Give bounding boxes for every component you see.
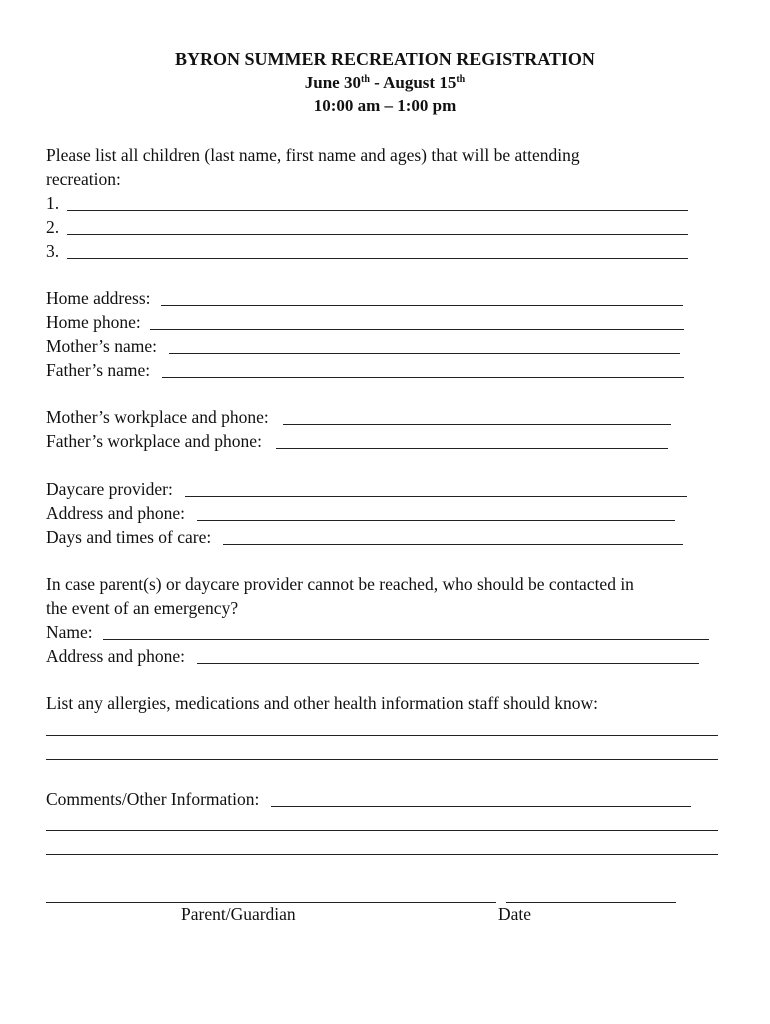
health-line-1-row: [46, 717, 718, 739]
child-number-3: 3.: [46, 241, 60, 261]
daycare-days-field[interactable]: [223, 529, 683, 545]
mothers-work-row: [46, 406, 671, 428]
comments-label: Comments/Other Information:: [46, 789, 260, 809]
date-field[interactable]: [506, 887, 676, 903]
emergency-address-label: Address and phone:: [46, 646, 186, 666]
home-phone-label: Home phone:: [46, 312, 141, 332]
daycare-address-row: [46, 502, 675, 524]
emergency-name-label: Name:: [46, 622, 93, 642]
child-2-field[interactable]: [67, 219, 688, 235]
health-prompt: List any allergies, medications and other health information staff should know:: [46, 693, 598, 713]
dates-end: - August 15: [369, 73, 457, 92]
parent-signature-field[interactable]: [46, 887, 496, 903]
health-line-2-row: [46, 741, 718, 763]
daycare-days-label: Days and times of care:: [46, 527, 212, 547]
dates-start-suffix: th: [360, 74, 370, 85]
fathers-name-row: [46, 359, 684, 381]
fathers-work-field[interactable]: [276, 433, 668, 449]
health-line-2[interactable]: [46, 744, 718, 760]
home-address-label: Home address:: [46, 288, 151, 308]
signature-lines: [46, 884, 676, 906]
form-header: [0, 48, 770, 117]
emergency-address-row: [46, 645, 699, 667]
program-hours: 10:00 am – 1:00 pm: [313, 96, 457, 115]
child-number-1: 1.: [46, 193, 60, 213]
emergency-name-row: [46, 621, 709, 643]
fathers-name-label: Father’s name:: [46, 360, 151, 380]
mothers-name-label: Mother’s name:: [46, 336, 157, 356]
health-line-1[interactable]: [46, 720, 718, 736]
mothers-name-row: [46, 335, 680, 357]
child-row-3: [46, 240, 694, 262]
emergency-prompt-line1: In case parent(s) or daycare provider cannot be reached, who should be contacted in: [46, 574, 634, 594]
home-address-row: [46, 287, 683, 309]
parent-guardian-label: Parent/Guardian: [181, 904, 296, 924]
fathers-work-label: Father’s workplace and phone:: [46, 431, 262, 451]
program-dates: [0, 71, 770, 94]
dates-end-suffix: th: [456, 74, 466, 85]
children-instruction-line2: recreation:: [46, 169, 121, 189]
fathers-work-row: [46, 430, 668, 452]
home-address-field[interactable]: [161, 290, 683, 306]
mothers-work-label: Mother’s workplace and phone:: [46, 407, 269, 427]
daycare-provider-row: [46, 478, 687, 500]
home-phone-row: [46, 311, 684, 333]
emergency-prompt-line2: the event of an emergency?: [46, 598, 239, 618]
comments-line-2-row: [46, 812, 718, 834]
comments-line-3-row: [46, 836, 718, 858]
daycare-address-field[interactable]: [197, 505, 675, 521]
mothers-name-field[interactable]: [169, 338, 680, 354]
child-number-2: 2.: [46, 217, 60, 237]
fathers-name-field[interactable]: [162, 362, 684, 378]
child-3-field[interactable]: [67, 243, 688, 259]
comments-line-2[interactable]: [46, 815, 718, 831]
date-label: Date: [498, 904, 532, 924]
emergency-address-field[interactable]: [197, 648, 699, 664]
comments-field[interactable]: [271, 791, 691, 807]
emergency-name-field[interactable]: [103, 624, 709, 640]
form-title: BYRON SUMMER RECREATION REGISTRATION: [175, 49, 595, 69]
dates-start: June 30: [304, 73, 361, 92]
daycare-provider-label: Daycare provider:: [46, 479, 173, 499]
child-1-field[interactable]: [67, 195, 688, 211]
mothers-work-field[interactable]: [283, 409, 671, 425]
daycare-provider-field[interactable]: [185, 481, 687, 497]
comments-line-3[interactable]: [46, 839, 718, 855]
daycare-days-row: [46, 526, 683, 548]
daycare-address-label: Address and phone:: [46, 503, 186, 523]
children-instruction-line1: Please list all children (last name, first name and ages) that will be attending: [46, 145, 580, 165]
child-row-1: [46, 192, 694, 214]
home-phone-field[interactable]: [150, 314, 684, 330]
comments-row: [46, 788, 691, 810]
child-row-2: [46, 216, 694, 238]
